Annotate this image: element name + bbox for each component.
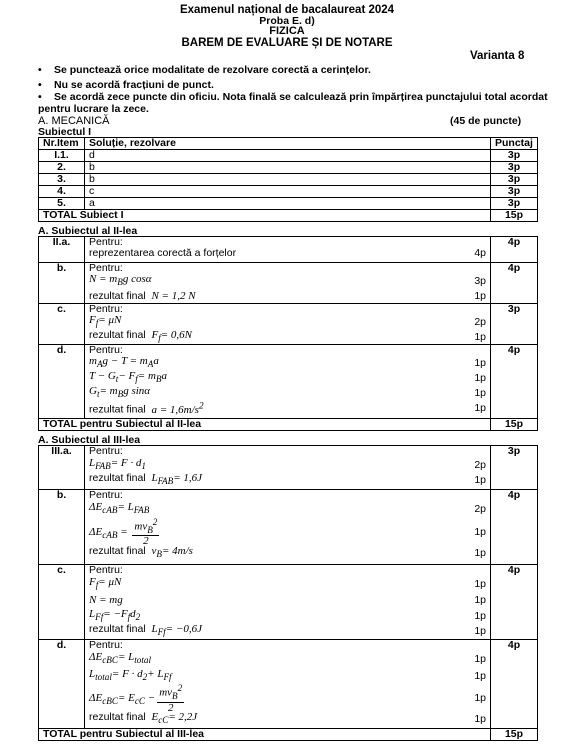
points: 4p: [491, 237, 538, 263]
line-points: 4p: [474, 247, 486, 259]
pentru-label: Pentru:: [89, 303, 123, 315]
total-row: [39, 419, 538, 431]
total-label: TOTAL pentru Subiectul al II-lea: [39, 419, 491, 431]
solution-cell: [85, 640, 491, 729]
table-row: [39, 640, 538, 729]
formula: $G_t= m_Bg$ sinα: [89, 385, 151, 400]
solution-cell: [85, 490, 491, 565]
table-row: [39, 174, 538, 186]
subject2-title: A. Subiectul al II-lea: [38, 225, 138, 237]
table-row: [39, 446, 538, 490]
points: 3p: [491, 150, 538, 162]
rule-3: • Se acordă zece puncte din oficiu. Nota finală se calculează prin împărțirea punctajului total acordat: [38, 91, 548, 103]
pentru-label: Pentru:: [89, 489, 123, 501]
total-points: 15p: [491, 729, 538, 741]
formula: $T - G_t- F_f= m_Ba$: [89, 370, 168, 385]
item-number: d.: [39, 640, 85, 729]
col-solution: Soluție, rezolvare: [85, 138, 491, 150]
item-number: b.: [39, 490, 85, 565]
formula: $F_f= \mu N$: [89, 314, 122, 329]
formula: $L_{total}= F \cdot d_2+ L_{Ff}$: [89, 668, 172, 683]
total-points: 15p: [491, 210, 538, 222]
line-points: 1p: [474, 525, 486, 538]
item-number: 2.: [39, 162, 85, 174]
table-row: [39, 263, 538, 304]
line-points: 1p: [474, 547, 486, 559]
table-row: [39, 186, 538, 198]
line-points: 1p: [474, 387, 486, 399]
line-points: 1p: [474, 670, 486, 682]
pentru-label: Pentru:: [89, 564, 123, 576]
result-line: rezultat final $L_{FAB}= 1,6J$: [89, 472, 203, 487]
table-row: [39, 490, 538, 565]
exam-proba: Proba E. d): [259, 15, 315, 27]
item-number: 4.: [39, 186, 85, 198]
section-title: A. MECANICĂ: [38, 115, 110, 127]
solution-cell: [85, 345, 491, 419]
subject1-table: [38, 137, 538, 222]
line-points: 2p: [474, 316, 486, 328]
pentru-label: Pentru:: [89, 639, 123, 651]
table-header-row: [39, 138, 538, 150]
line-points: 1p: [474, 577, 486, 590]
section-points: (45 de puncte): [450, 115, 522, 127]
rule-3-cont: pentru lucrare la zece.: [38, 103, 149, 115]
points: 4p: [491, 263, 538, 304]
solution-cell: [85, 446, 491, 490]
points: 4p: [491, 490, 538, 565]
result-line: rezultat final $v_B= 4m/s$: [89, 545, 193, 560]
formula: $\Delta E_{cAB}= L_{FAB}$: [89, 501, 150, 516]
solution-cell: [85, 263, 491, 304]
result-line: rezultat final N = 1,2 N: [89, 289, 196, 302]
subject1-title: Subiectul I: [38, 126, 92, 138]
formula: $L_{FAB}= F \cdot d_1$: [89, 456, 146, 472]
line-points: 1p: [474, 713, 486, 725]
answer: a: [85, 198, 491, 210]
total-label: TOTAL Subiect I: [39, 210, 491, 222]
formula: N = mg: [89, 593, 123, 606]
result-line: rezultat final $a = 1,6m/s^2$: [89, 400, 204, 416]
points: 4p: [491, 565, 538, 640]
result-line: rezultat final $L_{Ff}= -0,6J$: [89, 623, 202, 638]
solution-cell: [85, 304, 491, 345]
subject2-table: [38, 236, 538, 431]
formula: $\Delta E_{cBC}= L_{total}$: [89, 651, 152, 666]
item-number: I.1.: [39, 150, 85, 162]
variant-label: Varianta 8: [470, 50, 525, 62]
formula: $L_{Ff}= -F_fd_2$: [89, 607, 141, 623]
table-row: [39, 345, 538, 419]
formula: $F_f= \mu N$: [89, 575, 122, 591]
line-points: 1p: [474, 330, 486, 343]
points: 3p: [491, 162, 538, 174]
line-points: 1p: [474, 401, 486, 414]
points: 4p: [491, 345, 538, 419]
item-number: b.: [39, 263, 85, 304]
line-points: 3p: [474, 275, 486, 287]
points: 3p: [491, 198, 538, 210]
result-line: rezultat final $E_{cC}= 2,2J$: [89, 711, 198, 726]
barem-title: BAREM DE EVALUARE ȘI DE NOTARE: [181, 37, 393, 49]
rule-1: • Se punctează orice modalitate de rezolvare corectă a cerințelor.: [38, 64, 371, 76]
table-row: [39, 304, 538, 345]
formula: $m_Ag - T = m_Aa$: [89, 355, 159, 370]
table-row: [39, 150, 538, 162]
exam-title: Examenul național de bacalaureat 2024: [179, 4, 395, 16]
item-number: III.a.: [39, 446, 85, 490]
line-points: 1p: [474, 653, 486, 665]
item-number: 3.: [39, 174, 85, 186]
line-points: 2p: [474, 458, 486, 471]
line-points: 1p: [474, 593, 486, 606]
rule-2: • Nu se acordă fracțiuni de punct.: [38, 79, 214, 91]
item-number: d.: [39, 345, 85, 419]
total-points: 15p: [491, 419, 538, 431]
points: 3p: [491, 446, 538, 490]
line-points: 1p: [474, 289, 486, 302]
answer: c: [85, 186, 491, 198]
line-points: 1p: [474, 692, 486, 704]
total-row: [39, 729, 538, 741]
item-number: c.: [39, 565, 85, 640]
exam-subject: FIZICA: [269, 25, 305, 37]
pentru-label: Pentru:: [89, 262, 123, 274]
table-row: [39, 198, 538, 210]
item-number: c.: [39, 304, 85, 345]
points: 3p: [491, 304, 538, 345]
points: 3p: [491, 174, 538, 186]
line-points: 1p: [474, 609, 486, 622]
line-points: 2p: [474, 503, 486, 515]
line-points: 1p: [474, 474, 486, 486]
answer: b: [85, 174, 491, 186]
points: 4p: [491, 640, 538, 729]
formula: $N = m_Bg$ cosα: [89, 273, 152, 288]
table-row: [39, 237, 538, 263]
item-number: II.a.: [39, 237, 85, 263]
formula: $\Delta E_{cBC}= E_{cC}$ − $\frac{mv_B^2}{2}$: [89, 683, 183, 714]
total-label: TOTAL pentru Subiectul al III-lea: [39, 729, 491, 741]
col-points: Punctaj: [491, 138, 538, 150]
line-points: 1p: [474, 625, 486, 637]
solution-cell: [85, 237, 491, 263]
pentru-label: Pentru:: [89, 344, 123, 356]
solution-cell: [85, 565, 491, 640]
line-points: 1p: [474, 372, 486, 384]
answer: d: [85, 150, 491, 162]
solution-line: reprezentarea corectă a forțelor: [89, 247, 237, 259]
item-number: 5.: [39, 198, 85, 210]
table-row: [39, 565, 538, 640]
result-line: rezultat final $F_f= 0,6N$: [89, 328, 193, 344]
subject3-table: [38, 445, 538, 741]
line-points: 1p: [474, 357, 486, 369]
pentru-label: Pentru:: [89, 445, 123, 457]
table-row: [39, 162, 538, 174]
pentru-label: Pentru:: [89, 236, 123, 248]
subject3-title: A. Subiectul al III-lea: [38, 434, 141, 446]
col-item: Nr.Item: [39, 138, 85, 150]
formula: $\Delta E_{cAB}$ = $\frac{mv_B^2}{2}$: [89, 516, 158, 548]
points: 3p: [491, 186, 538, 198]
answer: b: [85, 162, 491, 174]
total-row: [39, 210, 538, 222]
